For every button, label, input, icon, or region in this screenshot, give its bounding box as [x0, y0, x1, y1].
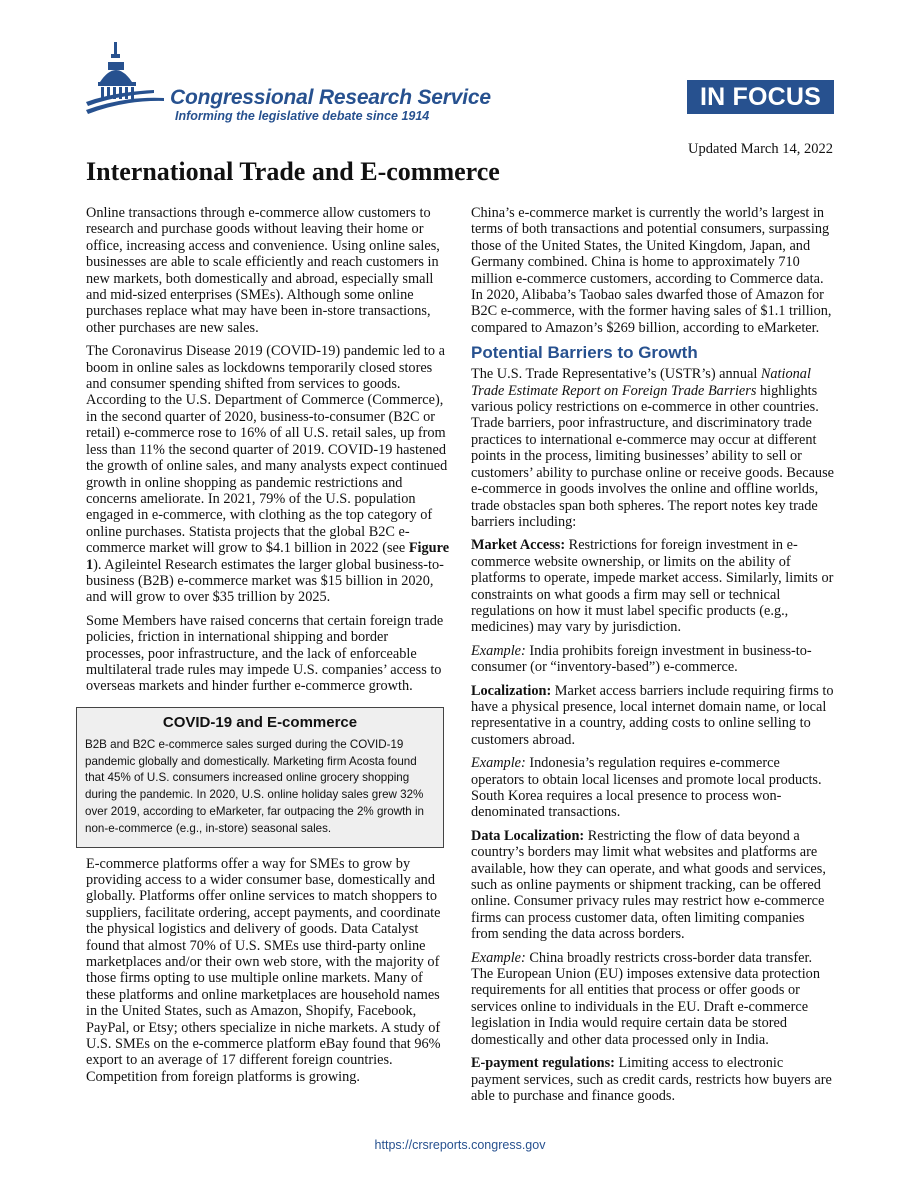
paragraph-covid	[86, 343, 450, 606]
text: ). Agileintel Research estimates the larger global business-to-business (B2B) e-commerce market was $15 billion in 2020, and will grow to over $35 trillion by 2025.	[86, 556, 444, 606]
footer-url-link[interactable]: https://crsreports.congress.gov	[374, 1138, 546, 1152]
paragraph-china: China’s e-commerce market is currently the world’s largest in terms of both transactions and potential consumers, surpassing those of the United States, the United Kingdom, Japan, and Germany combined. China is home to approximately 710 million e-commerce customers, according to Commerce data. In 2020, Alibaba’s Taobao sales dwarfed those of Amazon for B2C e-commerce, with the former having sales of $1.1 trillion, compared to Amazon’s $269 billion, according to eMarketer.	[471, 205, 832, 336]
org-tagline: Informing the legislative debate since 1914	[175, 109, 430, 123]
example-label: Example:	[471, 949, 526, 966]
section-heading-barriers: Potential Barriers to Growth	[471, 343, 698, 363]
paragraph-example-china	[471, 950, 835, 1048]
page-header	[0, 0, 920, 160]
text: India prohibits foreign investment in business-to-consumer (or “inventory-based”) e-commerce.	[471, 642, 812, 676]
lead-e-payment: E-payment regulations:	[471, 1055, 615, 1072]
figure-reference: Figure 1	[86, 540, 450, 573]
paragraph-e-payment	[471, 1055, 835, 1104]
sidebar-title: COVID-19 and E-commerce	[162, 713, 358, 731]
paragraph-concerns: Some Members have raised concerns that certain foreign trade policies, friction in international shipping and border processes, poor infrastructure, and the lack of enforceable multilateral trade rules may impede U.S. companies’ access to overseas markets and hinder further e-commerce growth.	[86, 612, 444, 695]
updated-date: Updated March 14, 2022	[688, 141, 833, 157]
paragraph-platforms: E-commerce platforms offer a way for SMEs to grow by providing access to a wider consumer base, domestically and globally. Platforms offer online services to match shoppers to suppliers, facilitate ordering, accept payments, and coordinate the physical logistics and delivery of goods. Data Catalyst found that almost 70% of U.S. SMEs use third-party online marketplaces and/or their own web store, with the majority of those firms opting to use multiple online markets. Many of these platforms and online marketplaces are household names in the United States, such as Amazon, Shopify, Facebook, PayPal, or Etsy; others specialize in niche markets. A study of U.S. SMEs on the e-commerce platform eBay found that 96% export to an average of 17 different foreign countries. Competition from foreign platforms is growing.	[86, 855, 441, 1085]
text: Market access barriers include requiring firms to have a physical presence, local internet domain name, or local representative in a country, adding costs to online selling to customers abroad.	[471, 682, 834, 748]
page-title: International Trade and E-commerce	[86, 157, 500, 186]
in-focus-badge: IN FOCUS	[687, 80, 834, 114]
lead-data-localization: Data Localization:	[471, 827, 585, 844]
capitol-dome-logo-icon	[84, 40, 168, 120]
sidebar-body: B2B and B2C e-commerce sales surged during the COVID-19 pandemic globally and domestically. Marketing firm Acosta found that 45% of U.S. consumers increased online grocery shopping during the pandemic. In 2020, U.S. online holiday sales grew 32% over 2019, according to eMarketer, far outpacing the 2% growth in non-e-commerce (e.g., in-store) seasonal sales.	[85, 737, 424, 835]
text: Indonesia’s regulation requires e-commerce operators to obtain local licenses and promote local products. South Korea requires a local presence to process won-denominated transactions.	[471, 755, 822, 821]
paragraph-ustr	[471, 366, 835, 530]
paragraph-localization	[471, 683, 835, 749]
text: Restricting the flow of data beyond a country’s borders may limit what websites and platforms are available, how they can operate, and what goods and services, such as online payments or shipment tracking, can be offered online. Consumer privacy rules may restrict how e-commerce firms can process customer data, often limiting companies from sending the data across borders.	[471, 827, 826, 943]
example-label: Example:	[471, 642, 526, 659]
paragraph-data-localization	[471, 828, 835, 943]
text: Restrictions for foreign investment in e-commerce website ownership, or limits on the ability of platforms to operate, impede market access. Similarly, limits or constraints on what goods a firm may sell or technical regulations on how it must label specific products (e.g., medicines) may vary by jurisdiction.	[471, 537, 834, 636]
text: highlights various policy restrictions on e-commerce in other countries. Trade barriers, poor infrastructure, and discriminatory trade practices to international e-commerce may occur at different points in the process, limiting businesses’ ability to sell or customers’ ability to purchase online or receive goods. Because e-commerce in goods involves the online and offline worlds, trade obstacles span both spheres. The report notes key trade barriers including:	[471, 382, 834, 530]
paragraph-intro: Online transactions through e-commerce allow customers to research and purchase goods without leaving their home or office, increasing access and convenience. Using online sales, businesses are able to scale efficiently and reach customers in new markets, both domestically and abroad, especially small and mid-sized enterprises (SMEs). Although some online purchases replace what may have been in-store transactions, other purchases are new sales.	[86, 205, 440, 336]
right-column	[471, 205, 835, 1111]
lead-market-access: Market Access:	[471, 537, 566, 554]
lead-localization: Localization:	[471, 682, 552, 699]
text: China broadly restricts cross-border data transfer. The European Union (EU) imposes extensive data protection requirements for all entities that process or offer goods or services online to individuals in the EU. Draft e-commerce legislation in India would require certain data be stored domestically and other data processed only in India.	[471, 949, 820, 1048]
paragraph-market-access	[471, 537, 835, 635]
text: Limiting access to electronic payment services, such as credit cards, restricts how buyers are able to purchase and finance goods.	[471, 1055, 832, 1104]
paragraph-example-indonesia	[471, 755, 835, 821]
text: The Coronavirus Disease 2019 (COVID-19) pandemic led to a boom in online sales as lockdowns temporarily closed stores and consumer spending shifted from services to goods. According to the U.S. Department of Commerce (Commerce), in the second quarter of 2020, business-to-consumer (B2C or retail) e-commerce rose to 16% of all U.S. retail sales, up from less than 11% the second quarter of 2019. COVID-19 hastened the growth of online sales, and many analysts expect continued growth in online shopping as pandemic restrictions and concerns ameliorate. In 2021, 79% of the U.S. population engaged in e-commerce, with clothing as the top category of online purchases. Statista projects that the global B2C e-commerce market will grow to $4.1 billion in 2022 (see	[86, 343, 448, 557]
covid-sidebar-box	[76, 707, 444, 848]
org-name: Congressional Research Service	[170, 86, 491, 109]
paragraph-example-india	[471, 643, 835, 676]
example-label: Example:	[471, 755, 526, 772]
text: The U.S. Trade Representative’s (USTR’s) annual	[471, 366, 758, 383]
left-column	[86, 205, 450, 1092]
report-title: National Trade Estimate Report on Foreign Trade Barriers	[471, 366, 811, 399]
